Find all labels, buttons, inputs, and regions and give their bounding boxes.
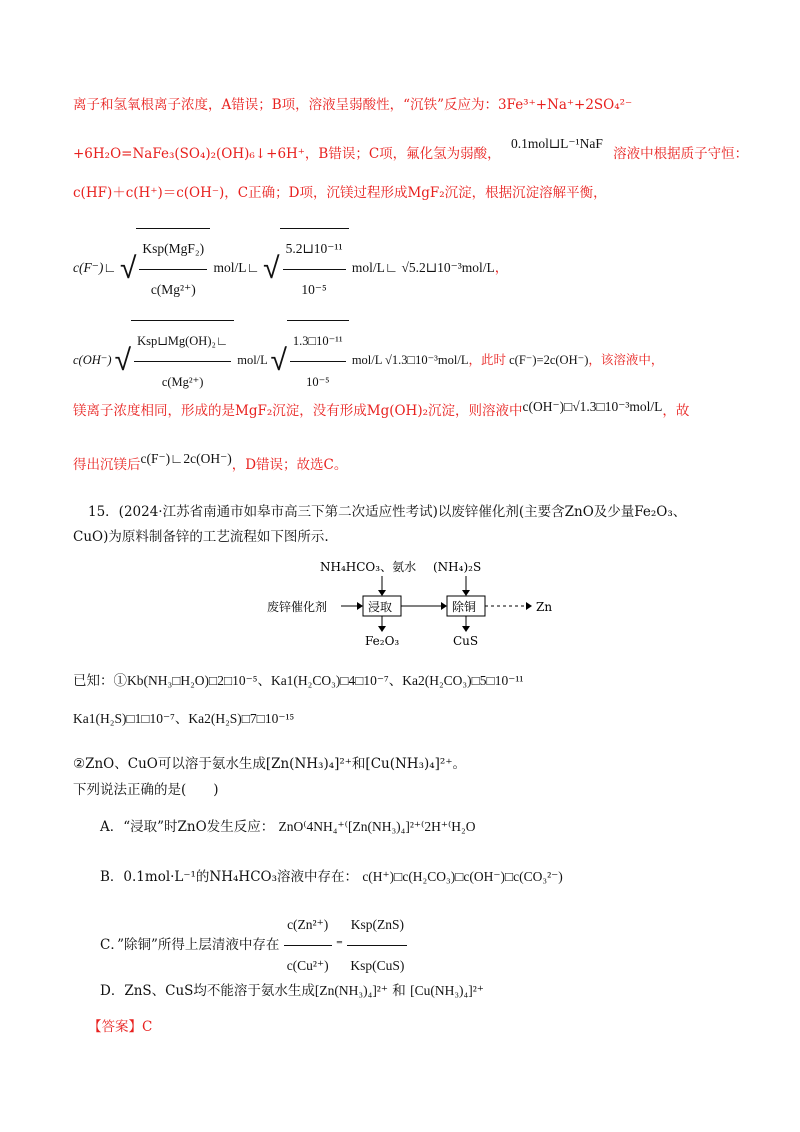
fraction-numerator: Ksp⊔Mg(OH)₂∟ — [134, 321, 231, 362]
explanation-text: 溶液中根据质子守恒： — [613, 146, 749, 162]
known-condition-2: Ka1(H₂S)□1□10⁻⁷、Ka2(H₂S)□7□10⁻¹⁵ — [73, 711, 295, 726]
arrowhead-icon — [357, 602, 363, 610]
option-d-complex-2: [Cu(NH₃)₄]²⁺ — [410, 983, 484, 998]
explanation-line-1: 离子和氢氧根离子浓度，A错误；B项，溶液呈弱酸性，“沉铁”反应为：3Fe³⁺+Na⁺+2SO₄²⁻ — [73, 97, 633, 113]
option-b-equation: c(H⁺)□c(H₂CO₃)□c(OH⁻)□c(CO₃²⁻) — [362, 869, 563, 884]
naf-concentration: 0.1mol⊔L⁻¹NaF — [510, 136, 603, 151]
formula-hydroxide — [73, 320, 663, 402]
formula-part: c(F⁻)∟ — [73, 260, 117, 276]
option-d-label: D．ZnS、CuS均不能溶于氨水生成 — [100, 983, 315, 999]
explanation-text: +6H₂O=NaFe₃(SO₄)₂(OH)₆↓+6H⁺，B错误；C项，氟化氢为弱酸， — [73, 146, 501, 162]
formula-part: mol/L — [351, 352, 382, 367]
hydroxide-expression: c(OH⁻)□√1.3□10⁻³mol/L — [522, 399, 663, 414]
fraction-denominator: c(Mg²⁺) — [161, 375, 204, 389]
relation-expression: c(F⁻)∟2c(OH⁻) — [140, 451, 232, 466]
answer-tag: 【答案】 — [88, 1019, 142, 1035]
explanation-line-3: c(HF)＋c(H⁺)＝c(OH⁻)，C正确；D项，沉镁过程形成MgF₂沉淀，根据沉淀溶解平衡， — [73, 185, 607, 201]
fraction-numerator: Ksp(ZnS) — [347, 905, 407, 946]
formula-part: mol/L∟ — [351, 260, 399, 276]
start-material: 废锌催化剂 — [267, 600, 328, 614]
arrowhead-icon — [526, 602, 532, 610]
fraction-denominator: 10⁻⁵ — [301, 282, 327, 297]
known-condition-1: 已知：①Kb(NH₃□H₂O)□2□10⁻⁵、Ka1(H₂CO₃)□4□10⁻⁷、Ka2(H₂CO₃)□5□10⁻¹¹ — [73, 673, 524, 688]
arrowhead-icon — [378, 626, 386, 632]
product-label: Zn — [536, 600, 553, 614]
fraction-denominator: 10⁻⁵ — [306, 375, 330, 389]
arrowhead-icon — [378, 590, 386, 596]
option-b-label: B．0.1mol·L⁻¹的NH₄HCO₃溶液中存在： — [100, 869, 359, 885]
fraction-numerator: 5.2⊔10⁻¹¹ — [283, 229, 346, 270]
formula-part: mol/L — [237, 352, 268, 367]
fraction-denominator: c(Mg²⁺) — [150, 282, 196, 297]
formula-part: ，此时 — [468, 352, 506, 367]
fraction-numerator: Ksp(MgF₂) — [139, 229, 207, 270]
known-condition-3: ②ZnO、CuO可以溶于氨水生成[Zn(NH₃)₄]²⁺和[Cu(NH₃)₄]²⁺。 — [73, 756, 466, 772]
waste-2-label: CuS — [453, 634, 479, 648]
reagent-1-label: NH₄HCO₃、氨水 — [320, 560, 417, 574]
reagent-2-label: (NH₄)₂S — [433, 560, 482, 574]
option-a-equation: ZnO⁽4NH₄⁺⁽[Zn(NH₃)₄]²⁺⁽2H⁺⁽H₂O — [278, 819, 476, 834]
option-d-complex-1: [Zn(NH₃)₄]²⁺ — [314, 983, 388, 998]
fraction-denominator: c(Cu²⁺) — [286, 958, 329, 973]
explanation-text: ，故 — [662, 403, 690, 419]
formula-part: mol/L∟ — [213, 260, 260, 276]
waste-1-label: Fe₂O₃ — [365, 634, 400, 648]
step2-label: 除铜 — [452, 600, 477, 614]
arrowhead-icon — [462, 590, 470, 596]
question-ask: 下列说法正确的是( ) — [73, 782, 219, 798]
option-a-label: A．“浸取”时ZnO发生反应： — [100, 819, 275, 835]
formula-part: c(OH⁻) — [73, 352, 112, 367]
option-c-label: C．”除铜”所得上层清液中存在 — [100, 937, 280, 953]
sqrt-icon: √ — [119, 251, 137, 286]
sqrt-icon: √ — [114, 343, 132, 378]
question-15-line-2: CuO)为原料制备锌的工艺流程如下图所示. — [73, 529, 329, 545]
question-15-line-1: 15．(2024·江苏省南通市如皋市高三下第二次适应性考试)以废锌催化剂(主要含ZnO及少量Fe₂O₃、 — [88, 504, 687, 520]
formula-part: √5.2⊔10⁻³mol/L — [401, 260, 495, 276]
option-a — [100, 818, 475, 836]
formula-part: c(F⁻)=2c(OH⁻) — [509, 352, 589, 367]
option-d-and: 和 — [392, 983, 406, 999]
process-flow-diagram — [265, 556, 565, 648]
explanation-line-6 — [73, 399, 690, 420]
step1-label: 浸取 — [368, 600, 393, 614]
sqrt-icon: √ — [263, 251, 280, 286]
option-c-relation: ⁼ — [335, 937, 344, 952]
formula-part: ，该溶液中， — [588, 352, 664, 367]
explanation-line-2 — [73, 136, 749, 163]
arrowhead-icon — [462, 626, 470, 632]
formula-part: √1.3□10⁻³mol/L — [385, 352, 469, 367]
option-c — [100, 905, 407, 986]
explanation-text: 得出沉镁后 — [73, 457, 141, 473]
formula-part: ， — [494, 260, 509, 276]
arrowhead-icon — [441, 602, 447, 610]
answer-value: C — [142, 1019, 153, 1035]
option-d — [100, 982, 484, 1000]
explanation-line-7 — [73, 451, 348, 474]
fraction-numerator: c(Zn²⁺) — [284, 905, 332, 946]
fraction-denominator: Ksp(CuS) — [350, 958, 405, 973]
formula-fluoride — [73, 228, 508, 310]
option-b — [100, 868, 563, 886]
answer — [88, 1018, 152, 1036]
sqrt-icon: √ — [270, 343, 287, 378]
fraction-numerator: 1.3□10⁻¹¹ — [290, 321, 346, 362]
explanation-text: ，D错误；故选C。 — [231, 457, 348, 473]
explanation-text: 镁离子浓度相同，形成的是MgF₂沉淀，没有形成Mg(OH)₂沉淀，则溶液中 — [73, 403, 523, 419]
